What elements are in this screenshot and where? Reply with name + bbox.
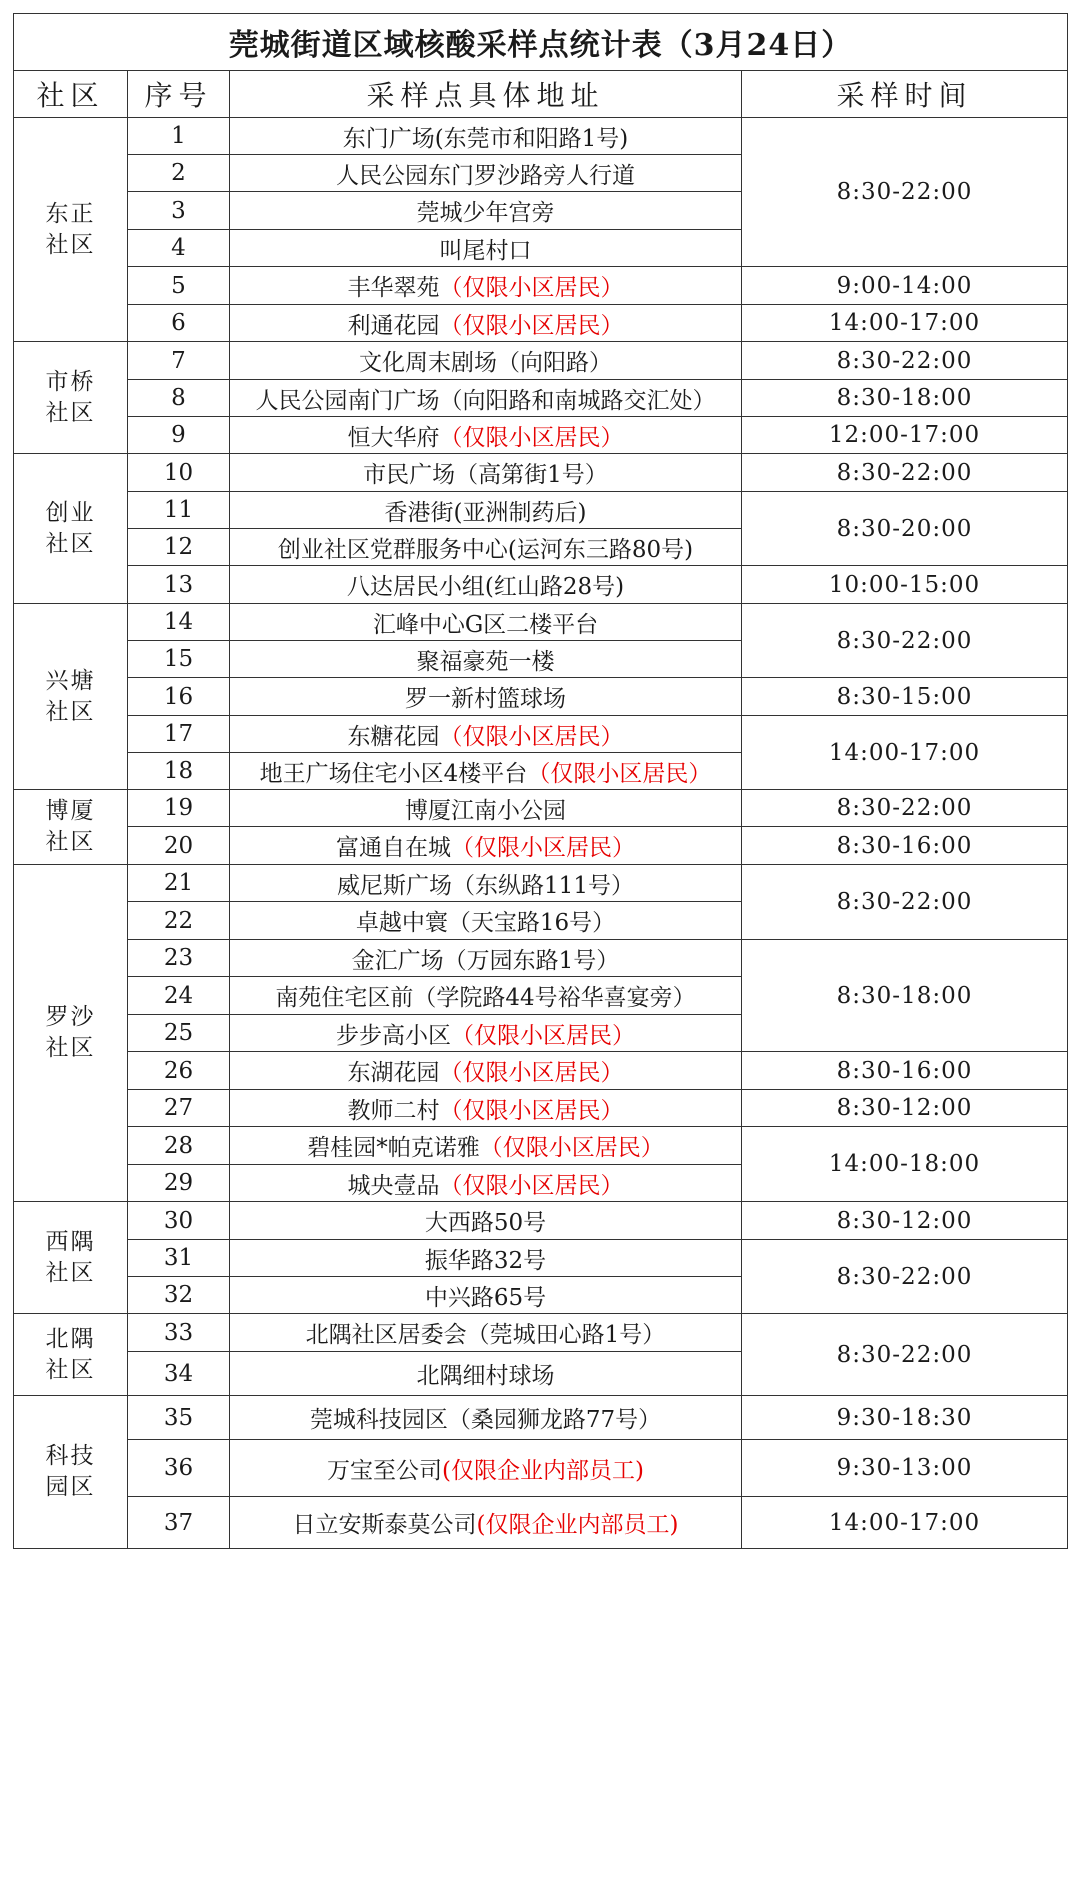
seq-cell: 10	[128, 454, 230, 492]
community-name-line: 社区	[45, 231, 96, 258]
seq-cell: 30	[128, 1202, 230, 1240]
seq-cell: 24	[128, 977, 230, 1015]
time-cell: 8:30-18:00	[742, 380, 1068, 417]
address-cell	[230, 230, 742, 267]
site-name: 丰华翠苑	[347, 275, 440, 301]
table-row	[14, 118, 1068, 155]
community-cell	[14, 865, 128, 1202]
time-cell: 14:00-17:00	[742, 716, 1068, 790]
address-cell	[230, 267, 742, 305]
restriction-note: （仅限小区居民）	[439, 275, 624, 301]
statistics-sheet	[13, 13, 1067, 1873]
seq-cell: 29	[128, 1165, 230, 1202]
address-cell	[230, 1314, 742, 1352]
seq-cell: 33	[128, 1314, 230, 1352]
address-cell	[230, 305, 742, 342]
site-name: 文化周末剧场（向阳路）	[359, 350, 612, 376]
address-cell	[230, 940, 742, 977]
table-row	[14, 1440, 1068, 1497]
seq-cell: 1	[128, 118, 230, 155]
community-cell	[14, 1202, 128, 1314]
table-row	[14, 1396, 1068, 1440]
site-name: 北隅社区居委会（莞城田心路1号）	[305, 1322, 666, 1348]
community-name-line: 社区	[45, 1259, 96, 1286]
site-name: 利通花园	[347, 312, 440, 339]
time-cell: 14:00-17:00	[742, 305, 1068, 342]
table-row	[14, 305, 1068, 342]
table-row	[14, 492, 1068, 529]
address-cell	[230, 380, 742, 417]
time-cell: 8:30-15:00	[742, 678, 1068, 716]
table-row	[14, 417, 1068, 454]
address-cell	[230, 1052, 742, 1090]
seq-cell: 16	[128, 678, 230, 716]
address-cell	[230, 977, 742, 1015]
site-name: 博厦江南小公园	[405, 797, 566, 824]
address-cell	[230, 417, 742, 454]
community-cell	[14, 790, 128, 865]
table-row	[14, 342, 1068, 380]
site-name: 东湖花园	[347, 1060, 440, 1086]
seq-cell: 20	[128, 827, 230, 865]
time-cell: 10:00-15:00	[742, 566, 1068, 604]
time-cell: 8:30-22:00	[742, 865, 1068, 940]
community-name-line: 博厦	[45, 798, 96, 824]
site-name: 东门广场(东莞市和阳路1号)	[342, 125, 629, 152]
table-body	[14, 14, 1068, 1549]
address-cell	[230, 566, 742, 604]
site-name: 恒大华府	[347, 424, 440, 451]
address-cell	[230, 1127, 742, 1165]
site-name: 北隅细村球场	[416, 1363, 555, 1389]
address-cell	[230, 902, 742, 940]
time-cell: 8:30-12:00	[742, 1090, 1068, 1127]
time-cell: 8:30-20:00	[742, 492, 1068, 566]
seq-cell: 23	[128, 940, 230, 977]
seq-cell: 26	[128, 1052, 230, 1090]
community-cell	[14, 604, 128, 790]
time-cell: 9:30-13:00	[742, 1440, 1068, 1497]
site-name: 教师二村	[347, 1097, 440, 1124]
site-name: 市民广场（高第街1号）	[363, 462, 608, 488]
restriction-note: （仅限小区居民）	[527, 760, 712, 787]
site-name: 威尼斯广场（东纵路111号）	[337, 872, 634, 899]
community-name-line: 园区	[45, 1474, 96, 1500]
site-name: 香港街(亚洲制药后)	[384, 499, 587, 526]
site-name: 聚福豪苑一楼	[416, 648, 555, 675]
seq-cell: 11	[128, 492, 230, 529]
address-cell	[230, 1396, 742, 1440]
site-name: 南苑住宅区前（学院路44号裕华喜宴旁）	[275, 985, 696, 1011]
seq-cell: 36	[128, 1440, 230, 1497]
address-cell	[230, 1497, 742, 1549]
site-name: 莞城少年宫旁	[416, 200, 555, 226]
seq-cell: 6	[128, 305, 230, 342]
community-name-line: 兴塘	[45, 667, 96, 694]
time-cell: 8:30-22:00	[742, 790, 1068, 827]
restriction-note: （仅限小区居民）	[439, 424, 624, 451]
community-name-line: 西隅	[45, 1228, 96, 1255]
seq-cell: 22	[128, 902, 230, 940]
seq-cell: 21	[128, 865, 230, 902]
community-name-line: 罗沙	[45, 1004, 96, 1030]
table-row	[14, 566, 1068, 604]
seq-cell: 35	[128, 1396, 230, 1440]
seq-cell: 17	[128, 716, 230, 753]
time-cell: 8:30-22:00	[742, 342, 1068, 380]
restriction-note: (仅限企业内部员工)	[442, 1457, 644, 1484]
site-name: 大西路50号	[424, 1210, 547, 1236]
community-cell	[14, 1396, 128, 1549]
header-seq: 序号	[128, 71, 230, 118]
site-name: 卓越中寰（天宝路16号）	[355, 910, 616, 936]
time-cell: 8:30-16:00	[742, 1052, 1068, 1090]
seq-cell: 27	[128, 1090, 230, 1127]
table-row	[14, 454, 1068, 492]
time-cell: 8:30-22:00	[742, 118, 1068, 267]
site-name: 碧桂园*帕克诺雅	[307, 1135, 480, 1161]
address-cell	[230, 716, 742, 753]
address-cell	[230, 492, 742, 529]
table-row	[14, 380, 1068, 417]
seq-cell: 12	[128, 529, 230, 566]
restriction-note: （仅限小区居民）	[439, 312, 624, 339]
restriction-note: (仅限企业内部员工)	[476, 1512, 679, 1538]
address-cell	[230, 1240, 742, 1277]
address-cell	[230, 192, 742, 230]
site-name: 叫尾村口	[439, 237, 532, 264]
site-name: 富通自在城	[336, 835, 451, 861]
table-row	[14, 940, 1068, 977]
site-name: 地王广场住宅小区4楼平台	[259, 760, 528, 787]
time-cell: 14:00-18:00	[742, 1127, 1068, 1202]
address-cell	[230, 1352, 742, 1396]
address-cell	[230, 641, 742, 678]
community-name-line: 市桥	[45, 368, 96, 395]
table-row	[14, 1497, 1068, 1549]
community-name-line: 社区	[45, 698, 96, 725]
site-name: 东糖花园	[347, 723, 440, 750]
site-name: 中兴路65号	[424, 1284, 547, 1311]
community-cell	[14, 342, 128, 454]
restriction-note: （仅限小区居民）	[439, 1172, 624, 1199]
sampling-sites-table	[13, 13, 1068, 1549]
site-name: 人民公园南门广场（向阳路和南城路交汇处）	[255, 387, 716, 414]
address-cell	[230, 342, 742, 380]
time-cell: 14:00-17:00	[742, 1497, 1068, 1549]
table-row	[14, 827, 1068, 865]
address-cell	[230, 1277, 742, 1314]
table-row	[14, 604, 1068, 641]
site-name: 八达居民小组(红山路28号)	[346, 574, 625, 600]
site-name: 人民公园东门罗沙路旁人行道	[336, 162, 635, 189]
seq-cell: 19	[128, 790, 230, 827]
site-name: 步步高小区	[336, 1022, 451, 1049]
site-name: 日立安斯泰莫公司	[292, 1512, 477, 1538]
seq-cell: 14	[128, 604, 230, 641]
table-row	[14, 790, 1068, 827]
site-name: 金汇广场（万园东路1号）	[351, 947, 620, 974]
address-cell	[230, 753, 742, 790]
address-cell	[230, 678, 742, 716]
address-cell	[230, 1090, 742, 1127]
seq-cell: 37	[128, 1497, 230, 1549]
seq-cell: 3	[128, 192, 230, 230]
table-row	[14, 716, 1068, 753]
restriction-note: （仅限小区居民）	[439, 1097, 624, 1124]
address-cell	[230, 155, 742, 192]
seq-cell: 31	[128, 1240, 230, 1277]
site-name: 创业社区党群服务中心(运河东三路80号)	[277, 536, 694, 563]
seq-cell: 28	[128, 1127, 230, 1165]
restriction-note: （仅限小区居民）	[479, 1135, 664, 1161]
address-cell	[230, 604, 742, 641]
time-cell: 9:30-18:30	[742, 1396, 1068, 1440]
address-cell	[230, 118, 742, 155]
community-name-line: 创业	[45, 499, 96, 526]
time-cell: 8:30-18:00	[742, 940, 1068, 1052]
address-cell	[230, 790, 742, 827]
seq-cell: 34	[128, 1352, 230, 1396]
address-cell	[230, 1015, 742, 1052]
restriction-note: （仅限小区居民）	[451, 835, 635, 861]
seq-cell: 4	[128, 230, 230, 267]
address-cell	[230, 454, 742, 492]
seq-cell: 13	[128, 566, 230, 604]
community-name-line: 社区	[45, 530, 96, 557]
header-time: 采样时间	[742, 71, 1068, 118]
seq-cell: 32	[128, 1277, 230, 1314]
seq-cell: 15	[128, 641, 230, 678]
seq-cell: 25	[128, 1015, 230, 1052]
address-cell	[230, 865, 742, 902]
title-row	[14, 14, 1068, 71]
table-row	[14, 1314, 1068, 1352]
community-name-line: 社区	[45, 1356, 96, 1383]
seq-cell: 9	[128, 417, 230, 454]
time-cell: 9:00-14:00	[742, 267, 1068, 305]
site-name: 振华路32号	[424, 1247, 547, 1274]
restriction-note: （仅限小区居民）	[451, 1022, 635, 1049]
table-row	[14, 1202, 1068, 1240]
time-cell: 8:30-12:00	[742, 1202, 1068, 1240]
community-cell	[14, 118, 128, 342]
table-row	[14, 1127, 1068, 1165]
time-cell: 8:30-22:00	[742, 1314, 1068, 1396]
table-row	[14, 865, 1068, 902]
time-cell: 8:30-22:00	[742, 454, 1068, 492]
table-row	[14, 267, 1068, 305]
seq-cell: 7	[128, 342, 230, 380]
seq-cell: 8	[128, 380, 230, 417]
community-name-line: 科技	[45, 1443, 96, 1469]
table-row	[14, 1052, 1068, 1090]
header-row	[14, 71, 1068, 118]
community-name-line: 社区	[45, 399, 96, 426]
table-row	[14, 678, 1068, 716]
seq-cell: 18	[128, 753, 230, 790]
address-cell	[230, 529, 742, 566]
community-name-line: 社区	[45, 829, 96, 855]
site-name: 万宝至公司	[327, 1457, 443, 1484]
time-cell: 12:00-17:00	[742, 417, 1068, 454]
address-cell	[230, 827, 742, 865]
time-cell: 8:30-22:00	[742, 1240, 1068, 1314]
seq-cell: 2	[128, 155, 230, 192]
site-name: 莞城科技园区（桑园狮龙路77号）	[309, 1407, 662, 1433]
site-name: 城央壹品	[347, 1172, 440, 1199]
site-name: 汇峰中心G区二楼平台	[372, 611, 599, 638]
table-row	[14, 1240, 1068, 1277]
header-community: 社区	[14, 71, 128, 118]
table-row	[14, 1090, 1068, 1127]
community-name-line: 北隅	[45, 1325, 96, 1352]
community-name-line: 社区	[45, 1035, 96, 1061]
seq-cell: 5	[128, 267, 230, 305]
community-name-line: 东正	[45, 200, 96, 227]
time-cell: 8:30-22:00	[742, 604, 1068, 678]
address-cell	[230, 1165, 742, 1202]
address-cell	[230, 1202, 742, 1240]
restriction-note: （仅限小区居民）	[439, 723, 624, 750]
restriction-note: （仅限小区居民）	[439, 1060, 624, 1086]
header-address: 采样点具体地址	[230, 71, 742, 118]
site-name: 罗一新村篮球场	[405, 686, 566, 712]
time-cell: 8:30-16:00	[742, 827, 1068, 865]
address-cell	[230, 1440, 742, 1497]
table-title: 莞城街道区域核酸采样点统计表（3月24日）	[14, 14, 1068, 71]
community-cell	[14, 454, 128, 604]
community-cell	[14, 1314, 128, 1396]
